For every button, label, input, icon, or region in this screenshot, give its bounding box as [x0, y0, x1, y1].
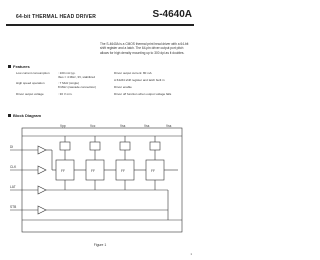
feature-item: Driver output current: 80 mA: [114, 71, 152, 75]
feature-value: : 100 mA typ.: [58, 71, 76, 75]
output-gate: [60, 142, 70, 150]
feature-item: A 64x64 shift register and latch built in: [114, 78, 165, 82]
page-title: 64-bit THERMAL HEAD DRIVER: [16, 14, 97, 20]
part-number: S-4640A: [152, 9, 192, 20]
buffer-triangle: [38, 166, 46, 174]
description-paragraph: The S-4640A is a CMOS thermal print head driver with a 64-bit shift register and a latch. The 64-pin driver output port pitch allows for high density mounting up to 300 dpi as it doubles.: [100, 42, 189, 55]
stage-label: FF: [151, 169, 155, 173]
shift-register-cell: [116, 160, 134, 180]
top-label-vss: Vss: [120, 124, 126, 128]
feature-label: Low current consumption: [16, 71, 50, 75]
buffer-triangle: [38, 146, 46, 154]
features-heading: [8, 64, 30, 69]
feature-label: Driver output voltage: [16, 92, 44, 96]
feature-value: : 30 V min.: [58, 92, 73, 96]
stage-label: FF: [121, 169, 125, 173]
side-label-clk: CLK: [10, 165, 17, 169]
feature-value: : 7 MHz (single): [58, 81, 80, 85]
side-label-lat: LAT: [10, 185, 16, 189]
feature-label: High speed operation: [16, 81, 45, 85]
features-heading-label: Features: [13, 64, 30, 69]
feature-value: 8 MHz (cascade connection): [58, 85, 97, 89]
output-gate: [90, 142, 100, 150]
buffer-triangle: [38, 206, 46, 214]
buffer-triangle: [38, 186, 46, 194]
top-label-vpp: Vpp: [60, 124, 66, 128]
section-bullet-icon: [8, 65, 11, 68]
page-number: 1: [190, 252, 192, 256]
stage-label: FF: [61, 169, 65, 173]
feature-item: Driver off function when output voltage falls: [114, 92, 172, 96]
stage-label: FF: [91, 169, 95, 173]
top-label-vss: Vss: [166, 124, 172, 128]
side-label-stb: STB: [10, 205, 17, 209]
top-label-vcc: Vcc: [90, 124, 96, 128]
block-diagram-heading-label: Block Diagram: [13, 113, 42, 118]
section-bullet-icon: [8, 114, 11, 117]
block-diagram-heading: [8, 113, 41, 118]
shift-register-cell: [56, 160, 74, 180]
output-gate: [120, 142, 130, 150]
title-rule: [6, 24, 194, 26]
shift-register-cell: [86, 160, 104, 180]
top-label-vss: Vss: [144, 124, 150, 128]
side-label-di: DI: [10, 145, 14, 149]
block-diagram: [8, 120, 192, 240]
output-gate: [150, 142, 160, 150]
shift-register-cell: [146, 160, 164, 180]
feature-item: Driver enable: [114, 85, 132, 89]
feature-value: Ibus = 4 MHz, 3V, stabilized: [58, 75, 95, 79]
figure-caption: Figure 1: [93, 243, 107, 247]
